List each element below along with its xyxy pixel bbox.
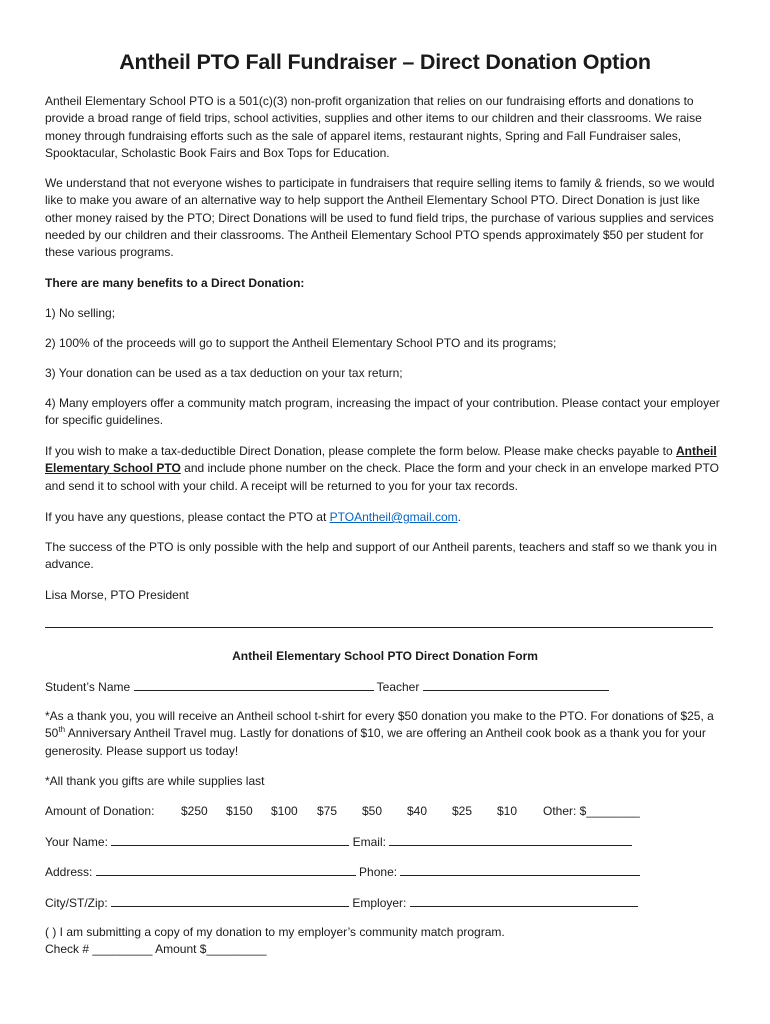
student-row: [45, 678, 725, 696]
phone-field[interactable]: [400, 863, 640, 876]
teacher-label: Teacher: [376, 680, 420, 694]
divider-line: [45, 627, 713, 628]
check-amount-line[interactable]: Check # _________ Amount $_________: [45, 942, 267, 956]
checks-paragraph: [45, 443, 725, 495]
name-label: Your Name:: [45, 835, 108, 849]
employer-label: Employer:: [352, 896, 407, 910]
amount-option[interactable]: $40: [407, 804, 428, 818]
amount-option[interactable]: $75: [317, 804, 338, 818]
phone-label: Phone:: [359, 865, 398, 879]
payee-name: Antheil Elementary School PTO: [45, 444, 717, 476]
amount-option[interactable]: $25: [452, 804, 473, 818]
thank-you-text: *As a thank you, you will receive an Antheil school t-shirt for every $50 donation you make to the PTO. For donations of $25, a 50: [45, 709, 714, 741]
address-label: Address:: [45, 865, 93, 879]
name-email-row: [45, 833, 725, 851]
supplies-note: *All thank you gifts are while supplies last: [45, 774, 265, 788]
other-amount-field[interactable]: Other: $________: [543, 804, 640, 818]
student-name-field[interactable]: [134, 678, 374, 691]
questions-text: If you have any questions, please contact the PTO at: [45, 510, 330, 524]
ordinal-suffix: th: [58, 725, 66, 735]
form-title: Antheil Elementary School PTO Direct Donation Form: [232, 649, 538, 663]
amount-option[interactable]: $250: [181, 804, 208, 818]
amount-option[interactable]: $100: [271, 804, 298, 818]
checks-text-end: and include phone number on the check. Place the form and your check in an envelope marked PTO and send it to school with your child. A receipt will be returned to you for your tax records.: [45, 461, 719, 493]
thank-you-paragraph: [45, 708, 725, 760]
benefit-item: 2) 100% of the proceeds will go to support the Antheil Elementary School PTO and its programs;: [45, 336, 557, 350]
email-label: Email:: [352, 835, 386, 849]
understand-paragraph: We understand that not everyone wishes to participate in fundraisers that require selling items to family & friends, so we would like to make you aware of an alternative way to help support the Antheil Elementary School PTO. Direct Donation is just like other money raised by the PTO; Direct Donations will be used to fund field trips, the purchase of various supplies and services needed by our children and their classrooms. The Antheil Elementary School PTO spends approximately $50 per student for these various programs.: [45, 176, 715, 260]
name-field[interactable]: [111, 833, 349, 846]
email-field[interactable]: [389, 833, 632, 846]
benefit-item: 1) No selling;: [45, 306, 116, 320]
intro-paragraph: Antheil Elementary School PTO is a 501(c)(3) non-profit organization that relies on our fundraising efforts and donations to provide a broad range of field trips, school activities, supplies and other items to our children and their classrooms. We raise money through fundraising efforts such as the sale of apparel items, restaurant nights, Spring and Fall Fundraiser sales, Spooktacular, Scholastic Book Fairs and Box Tops for Education.: [45, 94, 702, 160]
questions-paragraph: [45, 509, 725, 526]
amount-label: Amount of Donation:: [45, 804, 155, 818]
employer-field[interactable]: [410, 894, 638, 907]
student-name-label: Student’s Name: [45, 680, 131, 694]
benefit-item: 4) Many employers offer a community match program, increasing the impact of your contribution. Please contact your employer for specific guidelines.: [45, 396, 720, 428]
amount-option[interactable]: $50: [362, 804, 383, 818]
benefit-item: 3) Your donation can be used as a tax deduction on your tax return;: [45, 366, 403, 380]
city-label: City/ST/Zip:: [45, 896, 108, 910]
checks-text: If you wish to make a tax-deductible Direct Donation, please complete the form below. Please make checks payable to: [45, 444, 676, 458]
teacher-field[interactable]: [423, 678, 609, 691]
amount-option[interactable]: $10: [497, 804, 518, 818]
email-link[interactable]: PTOAntheil@gmail.com: [329, 510, 458, 524]
address-field[interactable]: [96, 863, 356, 876]
address-phone-row: [45, 863, 725, 881]
thank-you-text-end: Anniversary Antheil Travel mug. Lastly for donations of $10, we are offering an Antheil cook book as a thank you for your generosity. Please support us today!: [45, 726, 706, 758]
benefits-heading: There are many benefits to a Direct Donation:: [45, 276, 305, 290]
match-checkbox-line[interactable]: ( ) I am submitting a copy of my donation to my employer’s community match program.: [45, 925, 505, 939]
page-title: Antheil PTO Fall Fundraiser – Direct Donation Option: [119, 50, 651, 74]
city-employer-row: [45, 894, 725, 912]
amount-option[interactable]: $150: [226, 804, 253, 818]
questions-period: .: [457, 510, 461, 524]
success-paragraph: The success of the PTO is only possible with the help and support of our Antheil parents, teachers and staff so we thank you in advance.: [45, 540, 717, 572]
city-field[interactable]: [111, 894, 349, 907]
signature: Lisa Morse, PTO President: [45, 588, 189, 602]
